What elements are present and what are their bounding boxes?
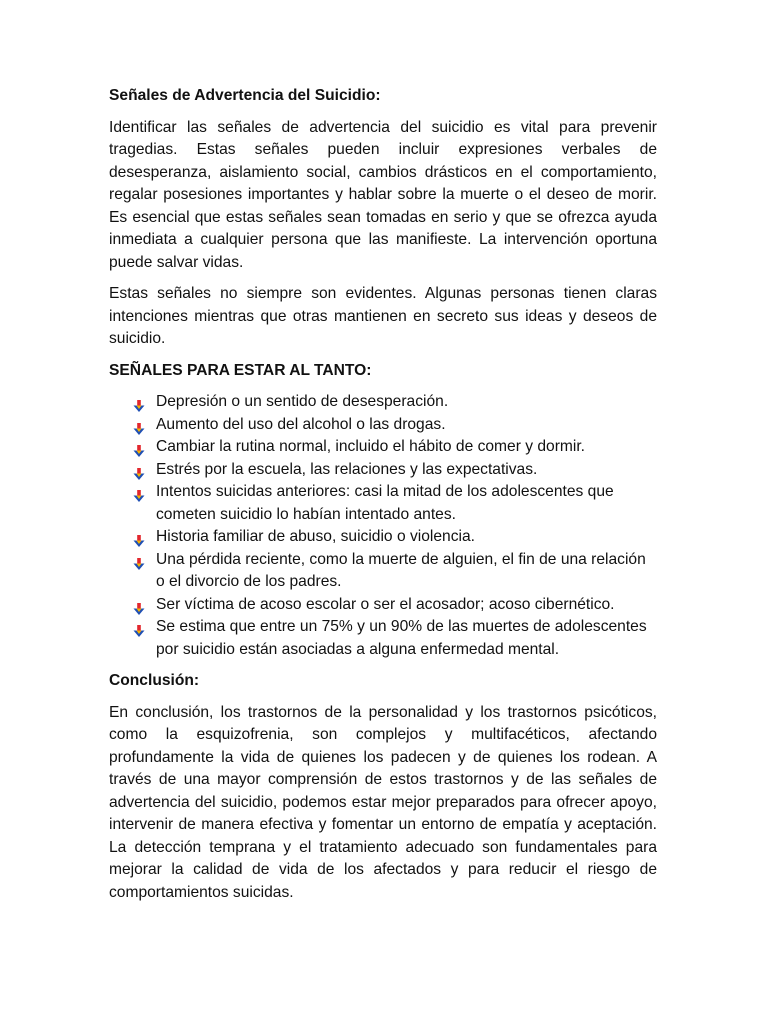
list-item-text: Se estima que entre un 75% y un 90% de las muertes de adolescentes por suicidio están asociadas a alguna enfermedad mental.: [156, 618, 647, 658]
list-item-text: Historia familiar de abuso, suicidio o violencia.: [156, 528, 475, 545]
paragraph-not-evident: Estas señales no siempre son evidentes. Algunas personas tienen claras intenciones mientras que otras mantienen en secreto sus ideas y deseos de suicidio.: [109, 285, 657, 347]
heading-warning-signs: Señales de Advertencia del Suicidio:: [109, 87, 381, 104]
list-item: [109, 481, 657, 526]
list-item-text: Depresión o un sentido de desesperación.: [156, 393, 449, 410]
list-item: [109, 459, 657, 482]
list-item: [109, 594, 657, 617]
arrow-down-bullet-icon: [133, 397, 145, 409]
arrow-down-bullet-icon: [133, 487, 145, 499]
arrow-down-bullet-icon: [133, 420, 145, 432]
document-page: [109, 85, 657, 913]
list-item-text: Ser víctima de acoso escolar o ser el acosador; acoso cibernético.: [156, 595, 615, 613]
list-item: [109, 414, 657, 437]
list-item: [109, 436, 657, 459]
list-item: [109, 391, 657, 414]
heading-signals-list: SEÑALES PARA ESTAR AL TANTO:: [109, 361, 372, 379]
list-item-text: Cambiar la rutina normal, incluido el hábito de comer y dormir.: [156, 438, 586, 455]
list-item-text: Intentos suicidas anteriores: casi la mitad de los adolescentes que cometen suicidio lo habían intentado antes.: [156, 483, 614, 523]
arrow-down-bullet-icon: [133, 465, 145, 477]
arrow-down-bullet-icon: [133, 622, 145, 634]
list-item-text: Una pérdida reciente, como la muerte de alguien, el fin de una relación o el divorcio de los padres.: [156, 550, 646, 590]
list-item: [109, 549, 657, 594]
paragraph-conclusion: En conclusión, los trastornos de la personalidad y los trastornos psicóticos, como la esquizofrenia, son complejos y multifacéticos, afectando profundamente la vida de quienes los padecen y de quienes los rodean. A través de una mayor comprensión de estos trastornos y de las señales de advertencia del suicidio, podemos estar mejor preparados para ofrecer apoyo, intervenir de manera efectiva y fomentar un entorno de empatía y aceptación. La detección temprana y el tratamiento adecuado son fundamentales para mejorar la calidad de vida de los afectados y para reducir el riesgo de comportamientos suicidas.: [109, 703, 657, 901]
list-item: [109, 526, 657, 549]
arrow-down-bullet-icon: [133, 532, 145, 544]
heading-conclusion: Conclusión:: [109, 672, 200, 689]
arrow-down-bullet-icon: [133, 600, 145, 612]
list-item: [109, 616, 657, 661]
list-item-text: Aumento del uso del alcohol o las drogas.: [156, 415, 446, 433]
arrow-down-bullet-icon: [133, 442, 145, 454]
paragraph-intro: Identificar las señales de advertencia del suicidio es vital para prevenir tragedias. Estas señales pueden incluir expresiones verbales de desesperanza, aislamiento social, cambios drásticos en el comportamiento, regalar posesiones importantes y hablar sobre la muerte o el deseo de morir. Es esencial que estas señales sean tomadas en serio y que se ofrezca ayuda inmediata a cualquier persona que las manifieste. La intervención oportuna puede salvar vidas.: [109, 118, 657, 271]
signals-list: [109, 391, 657, 661]
list-item-text: Estrés por la escuela, las relaciones y las expectativas.: [156, 460, 538, 478]
arrow-down-bullet-icon: [133, 555, 145, 567]
